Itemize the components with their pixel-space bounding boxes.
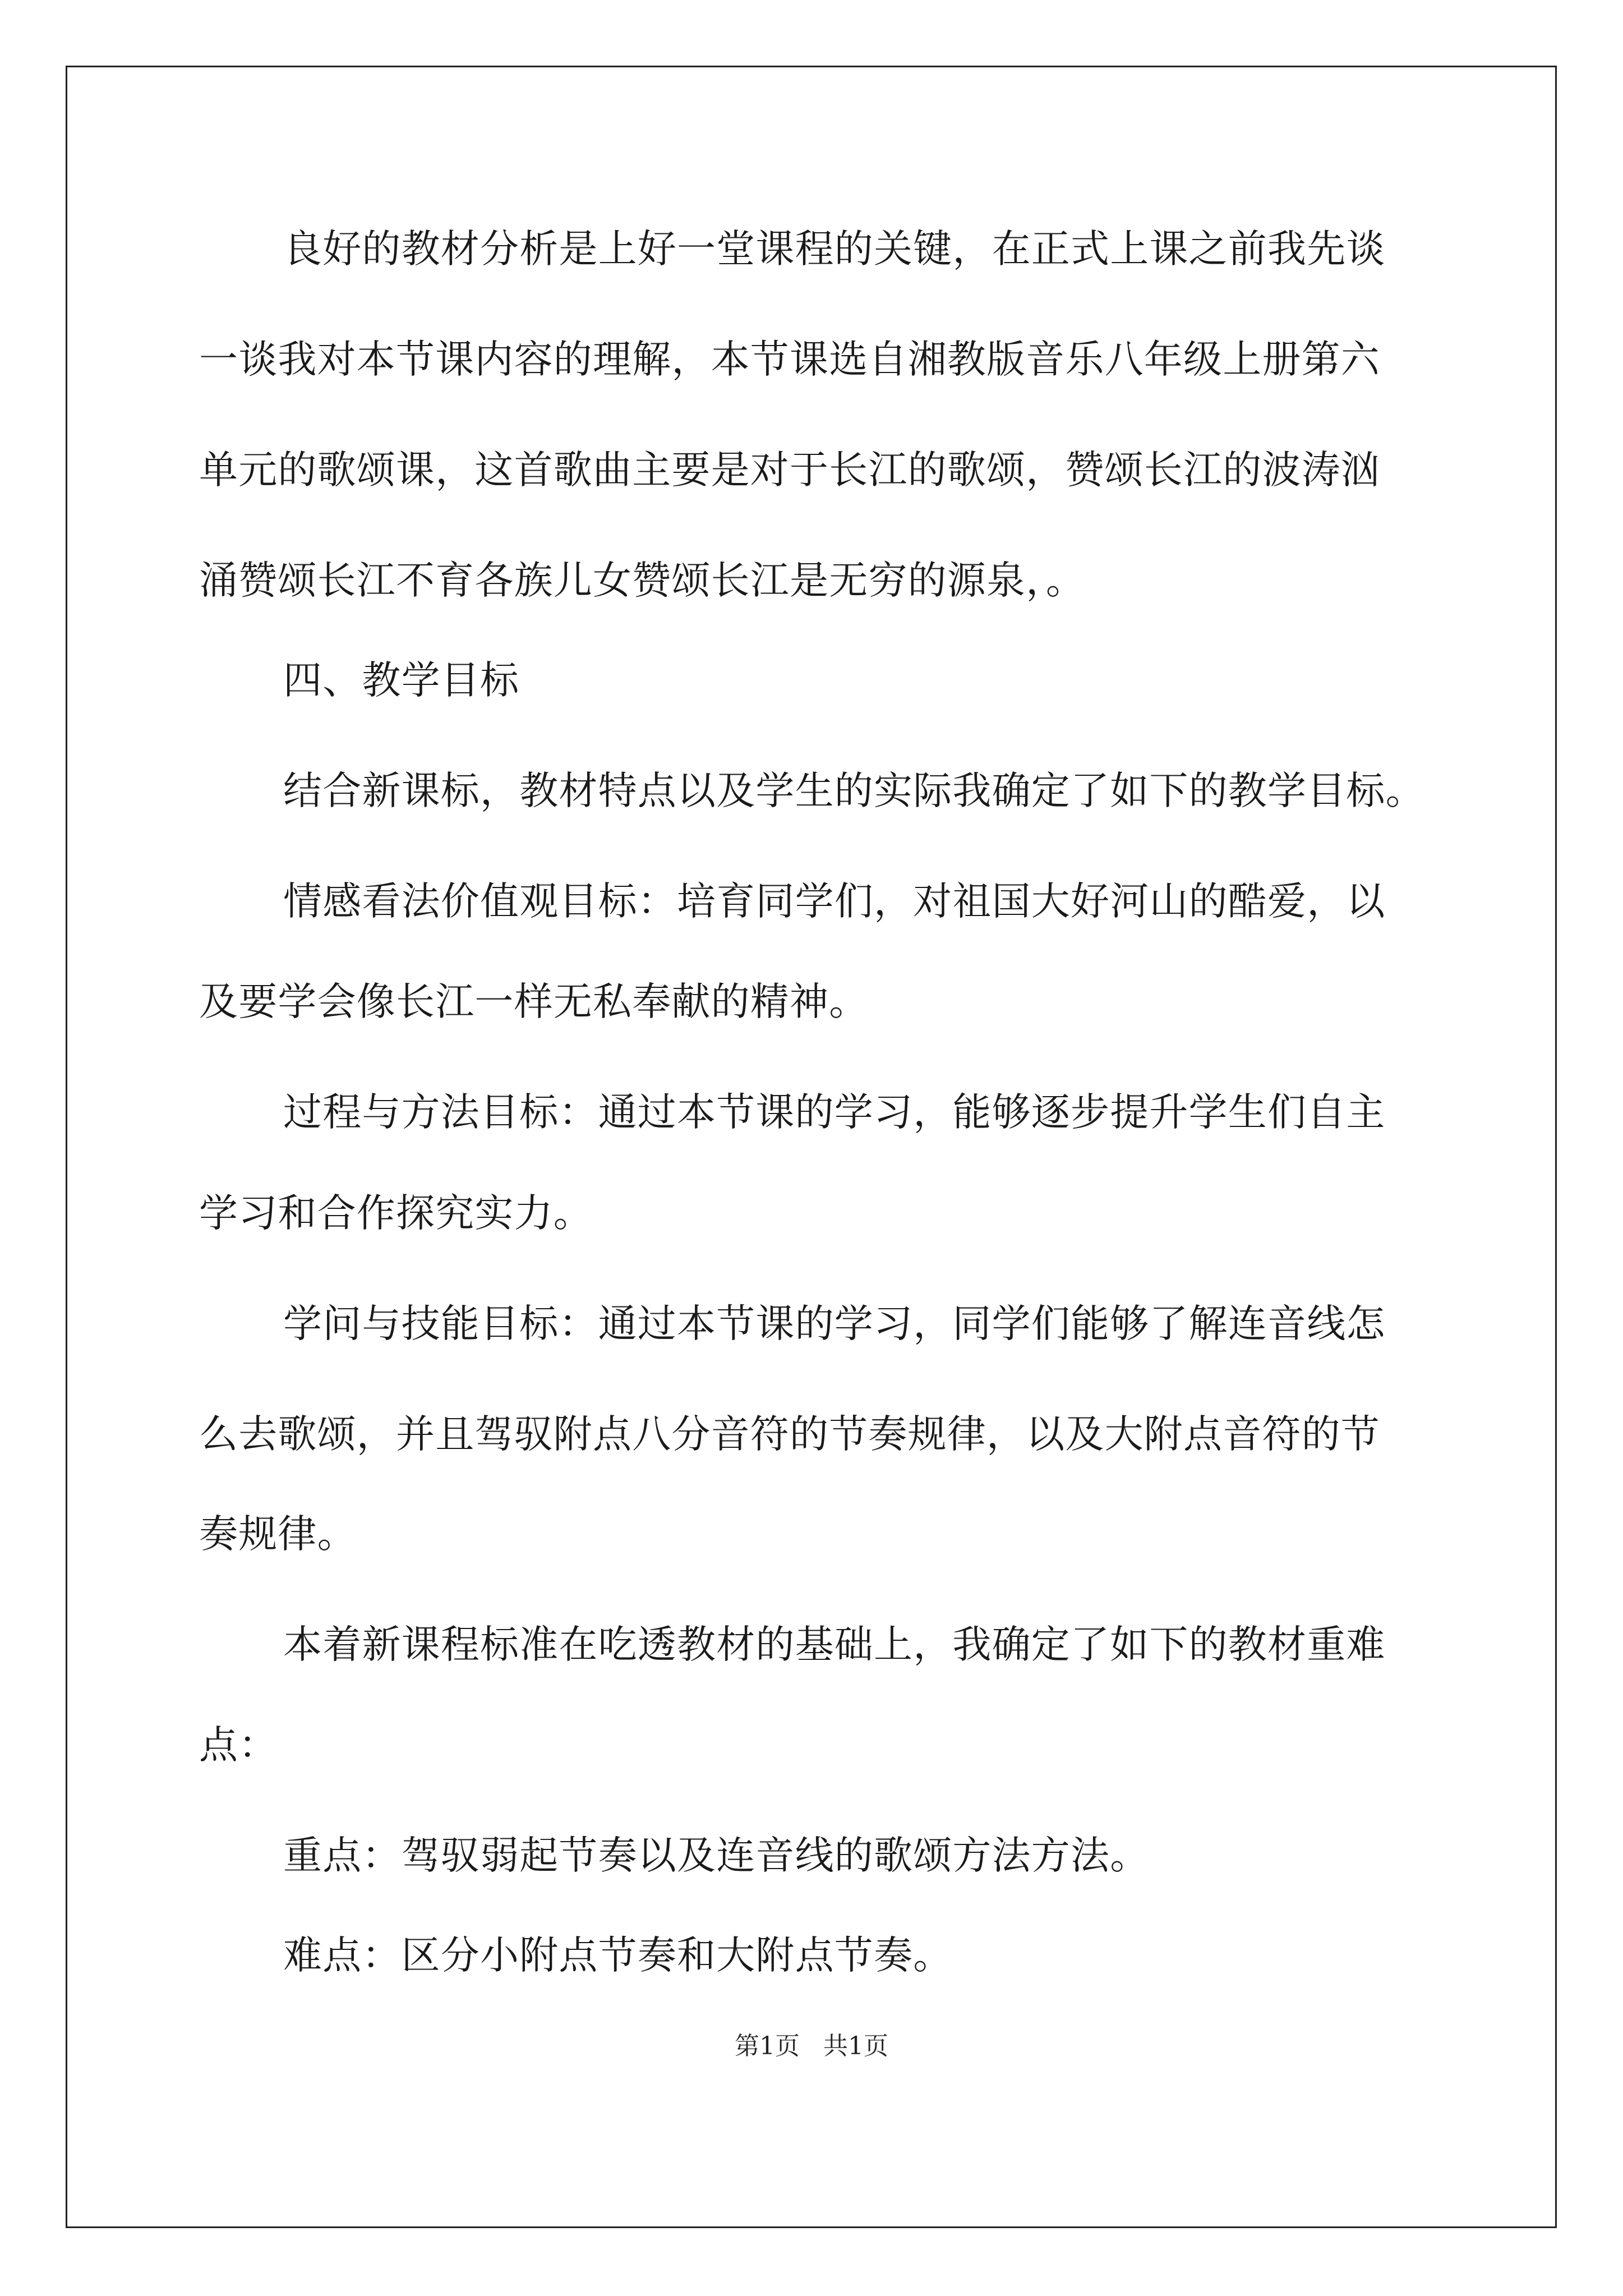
paragraph-line: 学问与技能目标：通过本节课的学习，同学们能够了解连音线怎 [283,1301,1386,1346]
page-border [66,66,1557,2228]
paragraph-line: 及要学会像长江一样无私奉献的精神。 [199,979,869,1024]
paragraph-line: 单元的歌颂课，这首歌曲主要是对于长江的歌颂，赞颂长江的波涛汹 [199,448,1380,493]
paragraph-line: 情感看法价值观目标：培育同学们，对祖国大好河山的酷爱，以 [283,879,1386,924]
paragraph-line: 本着新课程标准在吃透教材的基础上，我确定了如下的教材重难 [283,1622,1386,1667]
paragraph-line: 难点：区分小附点节奏和大附点节奏。 [283,1933,953,1978]
page-number-footer: 第1页 共1页 [735,2032,888,2060]
paragraph-line: 奏规律。 [199,1512,357,1557]
paragraph-line: 么去歌颂，并且驾驭附点八分音符的节奏规律，以及大附点音符的节 [199,1412,1380,1457]
paragraph-line: 点： [199,1723,278,1768]
paragraph-line: 过程与方法目标：通过本节课的学习，能够逐步提升学生们自主 [283,1090,1386,1135]
paragraph-line: 学习和合作探究实力。 [199,1191,593,1236]
paragraph-line: 良好的教材分析是上好一堂课程的关键，在正式上课之前我先谈 [283,227,1386,272]
section-heading: 四、教学目标 [283,658,520,703]
paragraph-line: 一谈我对本节课内容的理解，本节课选自湘教版音乐八年级上册第六 [199,337,1380,382]
paragraph-line: 结合新课标，教材特点以及学生的实际我确定了如下的教学目标。 [283,769,1425,813]
paragraph-line: 重点：驾驭弱起节奏以及连音线的歌颂方法方法。 [283,1833,1150,1878]
paragraph-line: 涌赞颂长江不育各族儿女赞颂长江是无穷的源泉，。 [199,558,1086,603]
